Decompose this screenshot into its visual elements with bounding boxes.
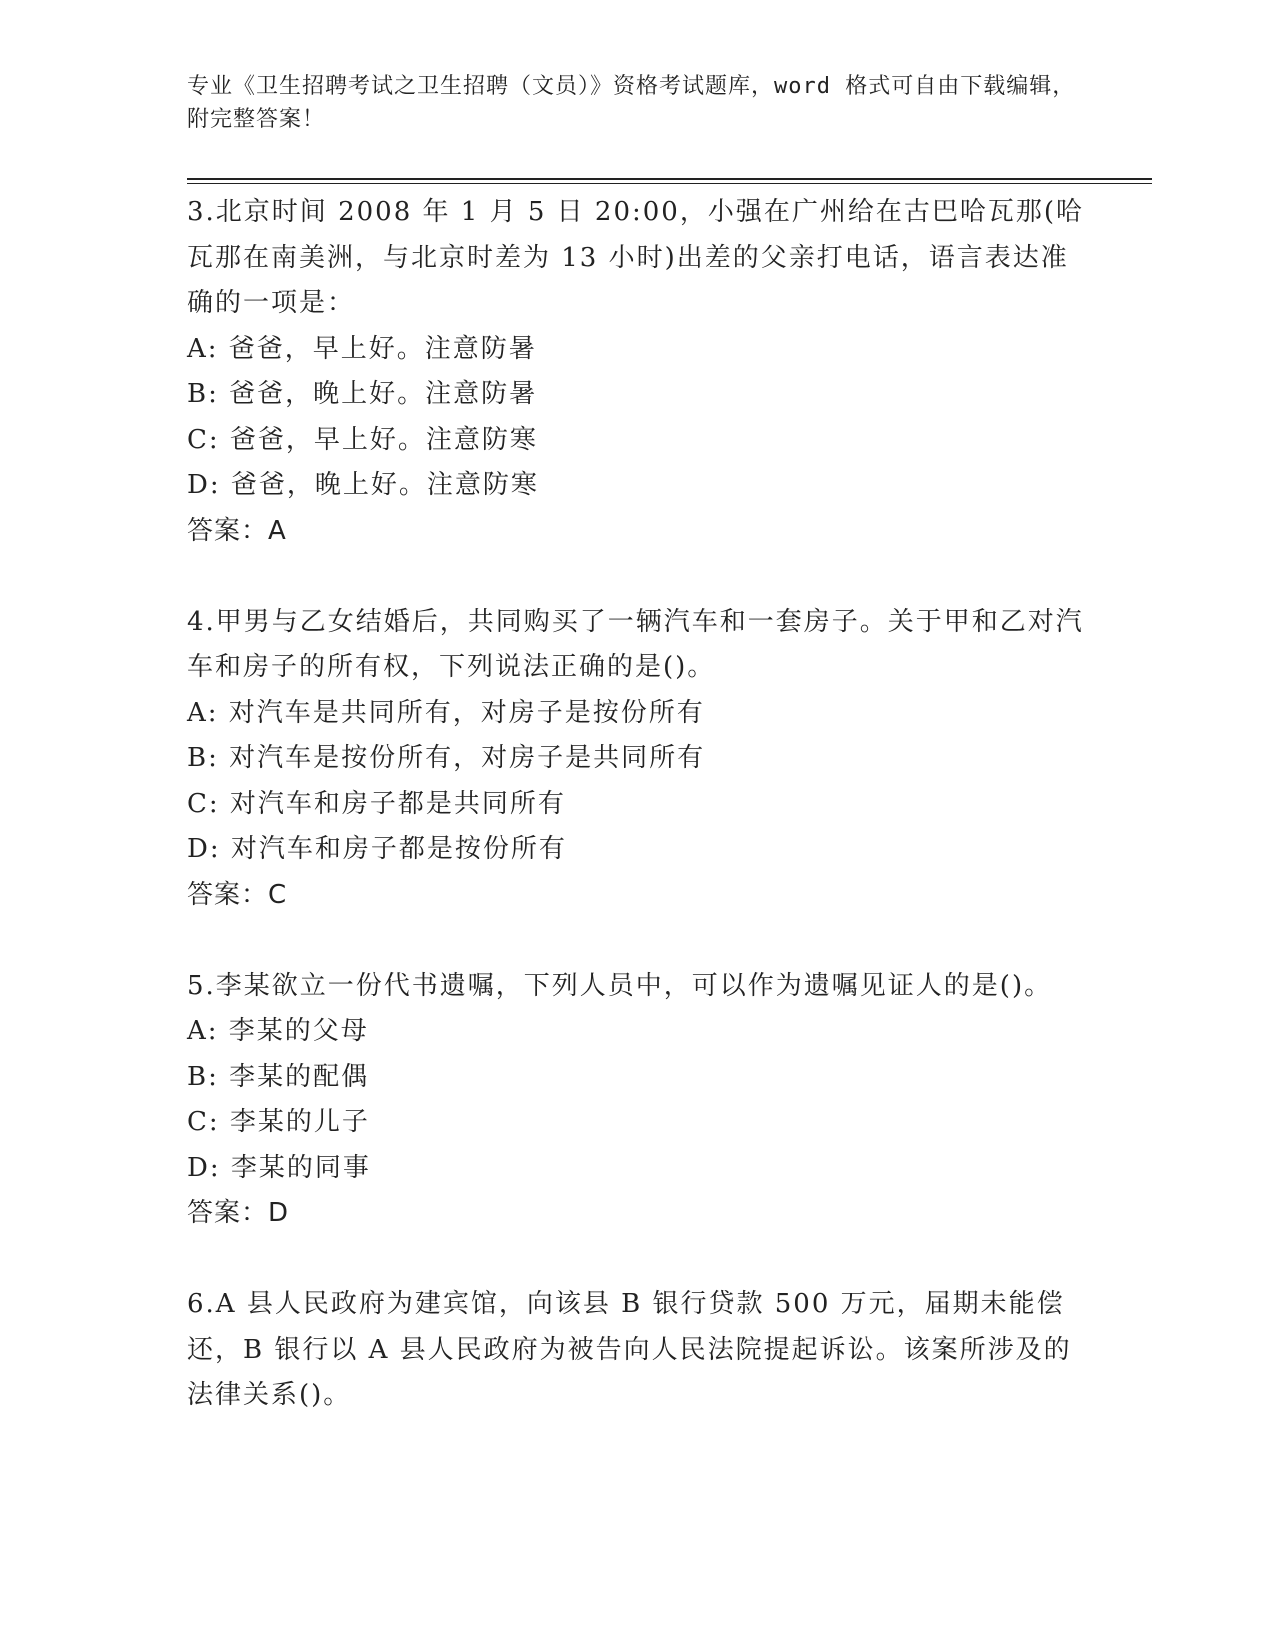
question-text: 5.李某欲立一份代书遗嘱，下列人员中，可以作为遗嘱见证人的是()。 <box>187 970 1053 1001</box>
question-text: 6.A 县人民政府为建宾馆，向该县 B 银行贷款 500 万元，届期未能偿还，B 银行以 A 县人民政府为被告向人民法院提起诉讼。该案所涉及的法律关系()。 <box>187 1289 1072 1410</box>
option-b: B: 李某的配偶 <box>187 1061 370 1092</box>
option-c: C: 对汽车和房子都是共同所有 <box>187 788 566 819</box>
spacer <box>187 1237 1087 1283</box>
option-a: A: 对汽车是共同所有，对房子是按份所有 <box>187 697 705 728</box>
answer-line: 答案：D <box>187 1198 290 1228</box>
option-c: C: 爸爸，早上好。注意防寒 <box>187 424 538 455</box>
option-c: C: 李某的儿子 <box>187 1107 370 1137</box>
option-b: B: 爸爸，晚上好。注意防暑 <box>187 379 538 409</box>
option-a: A: 爸爸，早上好。注意防暑 <box>187 333 537 364</box>
spacer <box>187 918 1087 964</box>
question-text: 4.甲男与乙女结婚后，共同购买了一辆汽车和一套房子。关于甲和乙对汽车和房子的所有权，下列说法正确的是()。 <box>187 606 1084 682</box>
header-divider-thin <box>187 183 1152 184</box>
document-header: 专业《卫生招聘考试之卫生招聘（文员）》资格考试题库，word 格式可自由下载编辑，附完整答案！ <box>187 74 1076 132</box>
option-a: A: 李某的父母 <box>187 1016 369 1046</box>
question-block <box>187 600 1087 964</box>
question-block <box>187 1282 1087 1419</box>
option-d: D: 李某的同事 <box>187 1152 371 1183</box>
header-divider-thick <box>187 178 1152 180</box>
question-text: 3.北京时间 2008 年 1 月 5 日 20:00，小强在广州给在古巴哈瓦那(哈瓦那在南美洲，与北京时差为 13 小时)出差的父亲打电话，语言表达准确的一项是： <box>187 197 1084 318</box>
option-d: D: 对汽车和房子都是按份所有 <box>187 834 567 864</box>
spacer <box>187 554 1087 600</box>
answer-line: 答案：C <box>187 879 288 910</box>
option-d: D: 爸爸，晚上好。注意防寒 <box>187 470 539 500</box>
question-list <box>187 190 1087 1419</box>
question-block <box>187 190 1087 600</box>
answer-line: 答案：A <box>187 515 287 546</box>
question-block <box>187 964 1087 1283</box>
option-b: B: 对汽车是按份所有，对房子是共同所有 <box>187 743 706 773</box>
